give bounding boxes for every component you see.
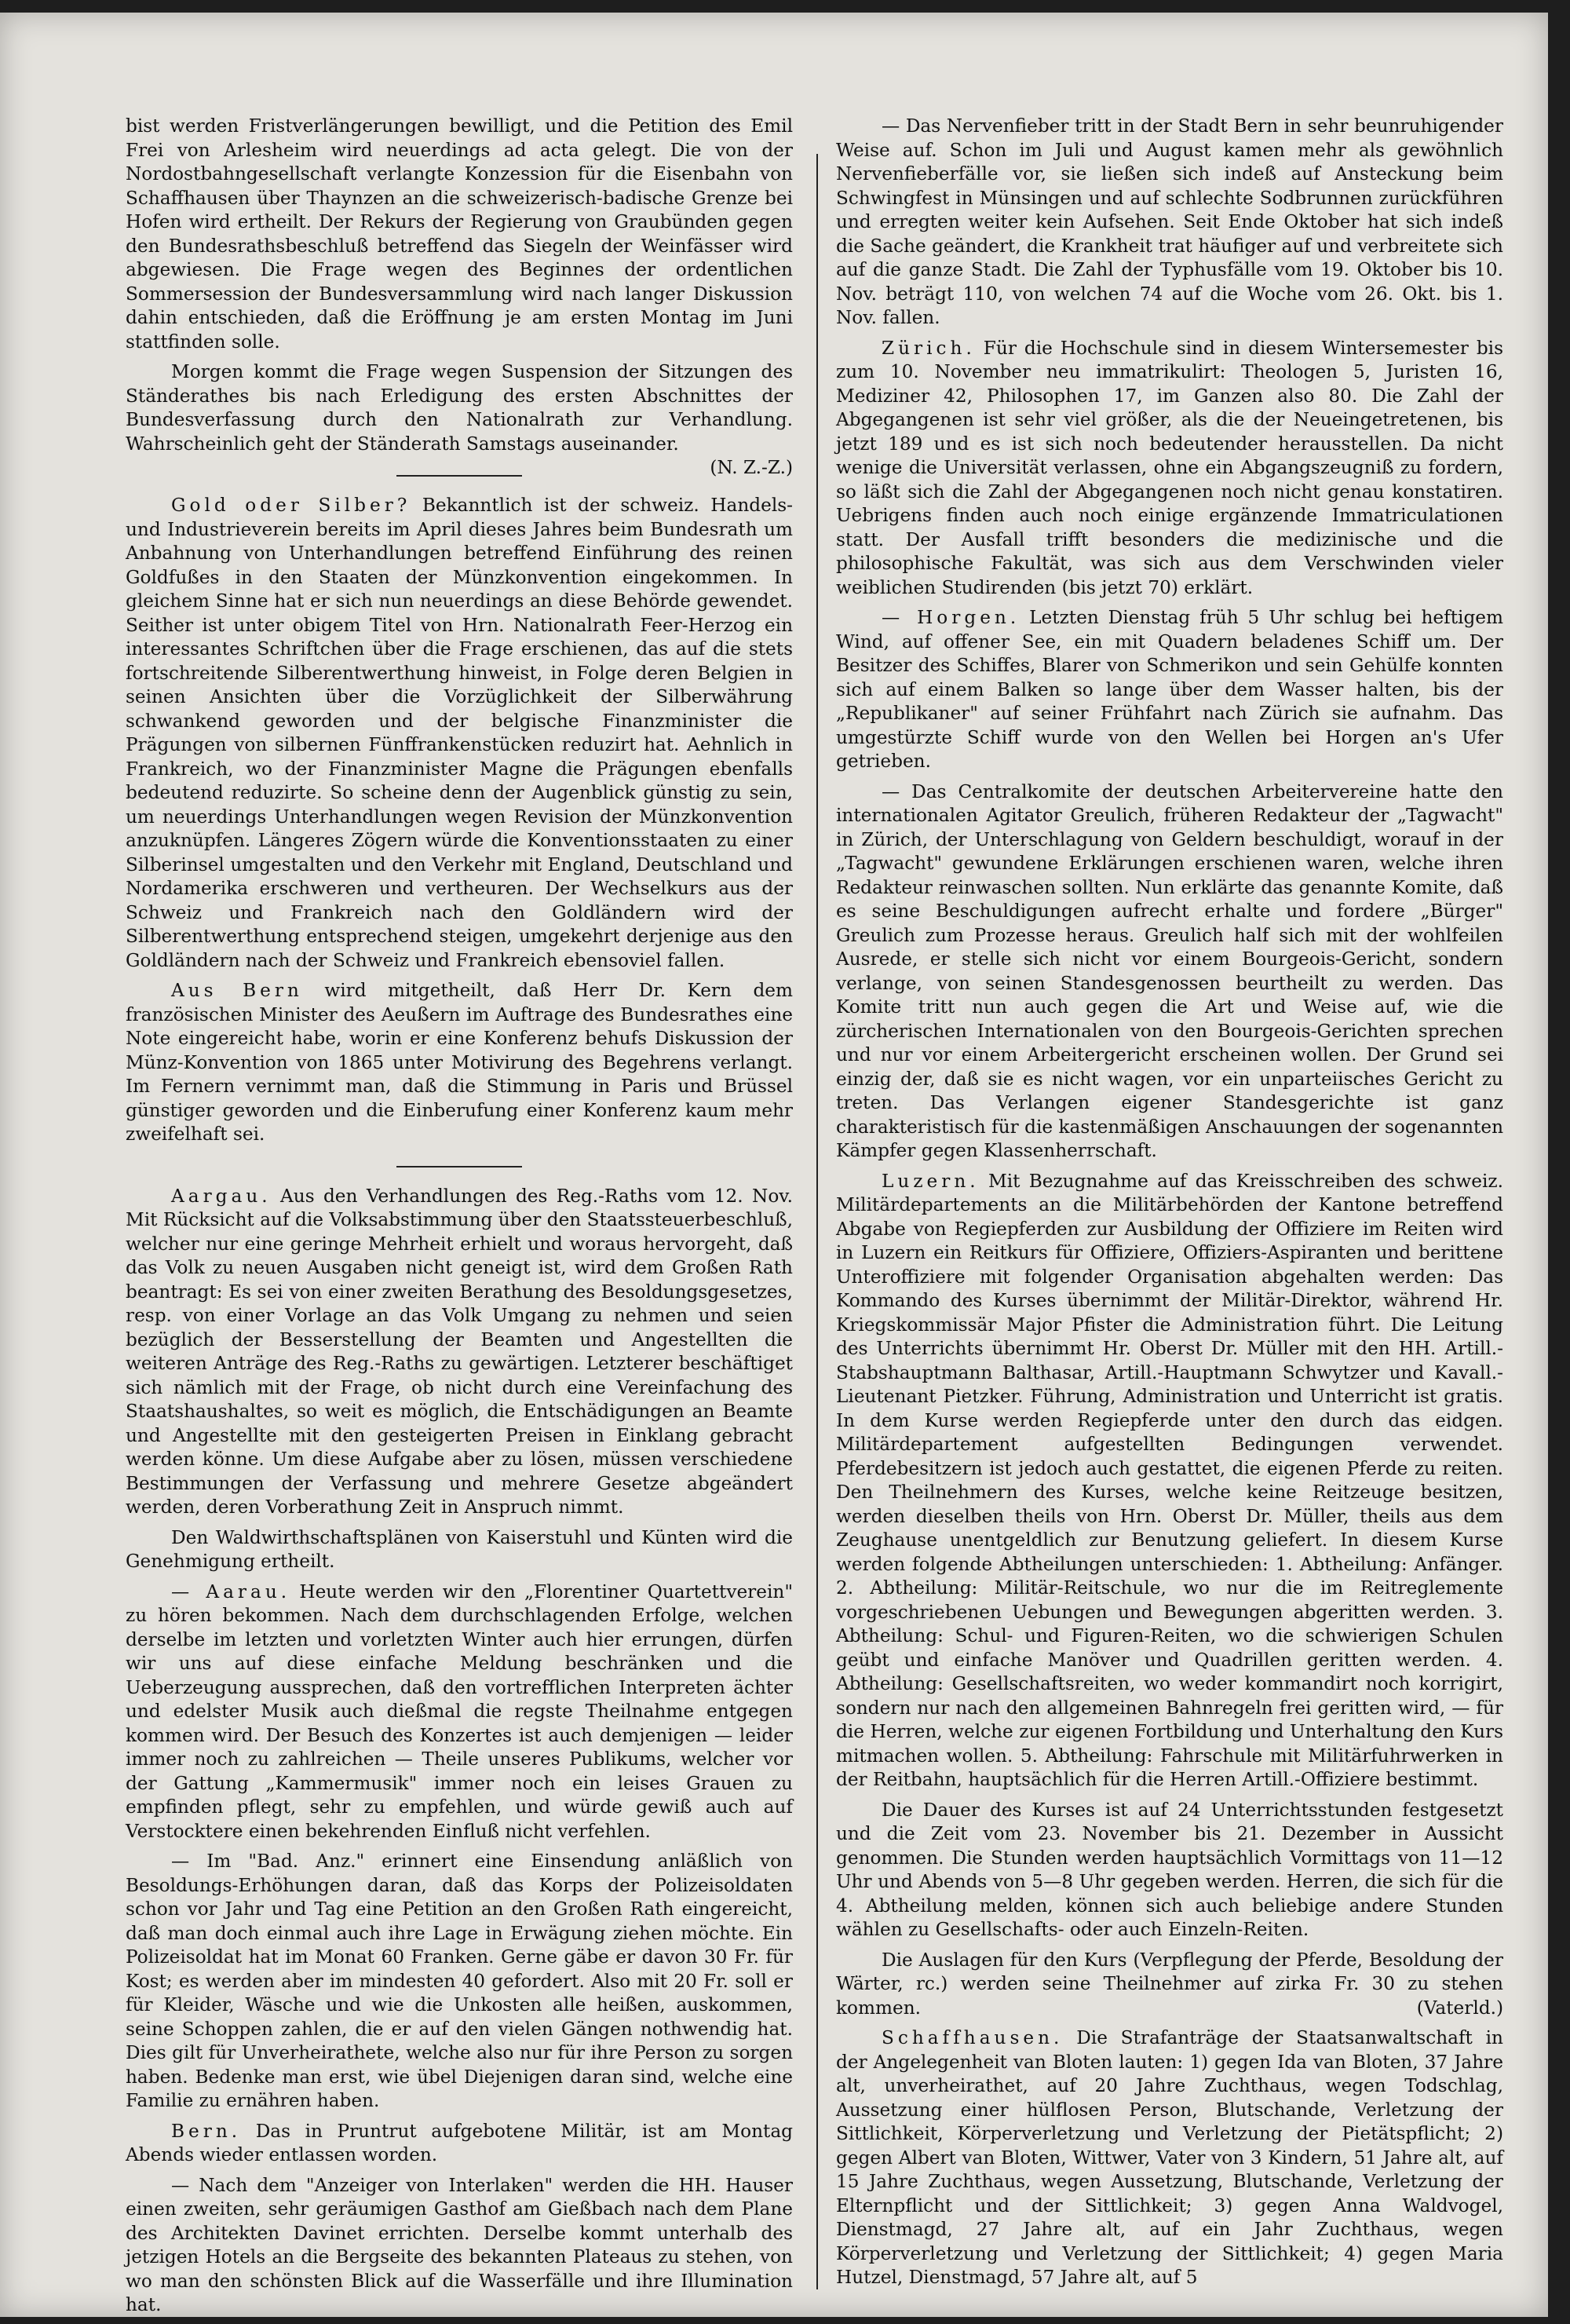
article-paragraph: Zürich. Für die Hochschule sind in diesem Wintersemester bis zum 10. November neu immatrikulirt: Theologen 5, Juristen 16, Mediziner 42, Philosophen 17, im Ganzen also 80. Die Zahl der Abgegangenen ist sehr viel größer, als die der Neueingetretenen, bis jetzt 189 und es ist sich noch bedeutender herausstellen. Da nicht wenige die Universität verlassen, ohne ein Abgangszeugniß zu fordern, so läßt sich die Zahl der Abgegangenen noch nicht genau konstatiren. Uebrigens finden auch noch einige ergänzende Immatriculationen statt. Der Ausfall trifft besonders die medizinische und die philosophische Fakultät, was sich aus dem Verschwinden vieler weiblichen Studirenden (bis jetzt 70) erklärt. <box>836 337 1503 598</box>
source-signature: (Vaterld.) <box>1416 1997 1503 2019</box>
article-paragraph: — Horgen. Letzten Dienstag früh 5 Uhr schlug bei heftigem Wind, auf offener See, ein mit Quadern beladenes Schiff um. Der Besitzer des Schiffes, Blarer von Schmerikon und sein Gehülfe konnten sich auf einem Balken so lange über dem Wasser halten, bis der „Republikaner" auf seiner Frühfahrt nach Zürich sie aufnahm. Das umgestürzte Schiff wurde von den Wellen bei Horgen an's Ufer getrieben. <box>836 607 1503 772</box>
source-signature: (N. Z.-Z.) <box>710 457 793 478</box>
article-paragraph: Aus Bern wird mitgetheilt, daß Herr Dr. Kern dem französischen Minister des Aeußern im Auftrage des Bundesrathes eine Note eingereicht habe, worin er eine Konferenz behufs Diskussion der Münz-Konvention von 1865 unter Motivirung des Begehrens verlangt. Im Fernern vernimmt man, daß die Stimmung in Paris und Brüssel günstiger geworden und die Einberufung einer Konferenz kaum mehr zweifelhaft sei. <box>126 980 794 1145</box>
column-rule <box>816 154 818 2289</box>
place-name: Luzern. <box>882 1170 980 1192</box>
article-paragraph: — Nach dem "Anzeiger von Interlaken" werden die HH. Hauser einen zweiten, sehr geräumigen Gasthof am Gießbach nach dem Plane des Architekten Davinet errichten. Derselbe kommt unterhalb des jetzigen Hotels an die Bergseite des bekannten Plateaus zu stehen, von wo man den schönsten Blick auf die Wasserfälle und ihre Illumination hat. <box>126 2174 793 2315</box>
article-paragraph: Morgen kommt die Frage wegen Suspension der Sitzungen des Ständerathes bis nach Erledigung des ersten Abschnittes der Bundesverfassung durch den Nationalrath zur Verhandlung. Wahrscheinlich geht der Ständerath Samstags auseinander. (N. Z.-Z.) <box>126 360 793 456</box>
article-paragraph: — Im "Bad. Anz." erinnert eine Einsendung anläßlich von Besoldungs-Erhöhungen daran, daß das Korps der Polizeisoldaten schon vor Jahr und Tag eine Petition an den Großen Rath eingereicht, daß man doch einmal auch ihre Lage in Erwägung ziehen möchte. Ein Polizeisoldat hat im Monat 60 Franken. Gerne gäbe er davon 30 Fr. für Kost; es werden aber im mindesten 40 gefordert. Also mit 20 Fr. soll er für Kleider, Wäsche und wie die Unkosten alle heißen, auskommen, seine Schoppen zahlen, die er auf den vielen Gängen nothwendig hat. Dies gilt für Unverheirathete, welche also nur für ihre Person zu sorgen haben. Bedenke man erst, wie übel Diejenigen daran sind, welche eine Familie zu ernähren haben. <box>126 1851 793 2111</box>
place-name: — Aarau. <box>171 1580 291 1602</box>
article-paragraph: Die Auslagen für den Kurs (Verpflegung der Pferde, Besoldung der Wärter, rc.) werden seine Theilnehmer auf zirka Fr. 30 zu stehen kommen. (Vaterld.) <box>836 1949 1503 2021</box>
left-column <box>126 115 793 2324</box>
place-name: Aargau. <box>171 1185 272 1207</box>
right-column <box>836 115 1503 2297</box>
place-name: Aus Bern <box>171 980 303 1001</box>
article-paragraph: — Das Centralkomite der deutschen Arbeitervereine hatte den internationalen Agitator Greulich, früheren Redakteur der „Tagwacht" in Zürich, der Unterschlagung von Geldern beschuldigt, worauf in der „Tagwacht" gewundene Erklärungen erschienen waren, welche ihren Redakteur reinwaschen sollten. Nun erklärte das genannte Komite, daß es seine Beschuldigungen aufrecht erhalte und fordere „Bürger" Greulich zum Prozesse heraus. Greulich half sich mit der wohlfeilen Ausrede, er stelle sich nicht vor einem Bourgeois-Gericht, sondern verlange, von seinen Standesgenossen beurtheilt zu werden. Das Komite tritt nun auch gegen die Art und Weise auf, wie die zürcherischen Internationalen von den Bourgeois-Gerichten sprechen und nur vor einem Arbeitergericht erscheinen wollen. Der Grund sei einzig der, daß sie es nicht wagen, vor ein unparteiisches Gericht zu treten. Das Verlangen eigener Standesgerichte ist ganz charakteristisch für die kastenmäßigen Anschauungen der sogenannten Kämpfer gegen Klassenherrschaft. <box>836 780 1503 1161</box>
article-paragraph: Luzern. Mit Bezugnahme auf das Kreisschreiben des schweiz. Militärdepartements an die Militärbehörden der Kantone betreffend Abgabe von Regiepferden zur Ausbildung der Offiziere im Reiten wird in Luzern ein Reitkurs für Offiziere, Offiziers-Aspiranten und berittene Unteroffiziere mit folgender Organisation abgehalten werden: Das Kommando des Kurses übernimmt der Militär-Direktor, während Hr. Kriegskommissär Major Pfister die Administration führt. Die Leitung des Unterrichts übernimmt Hr. Oberst Dr. Müller mit den HH. Artill.-Stabshauptmann Balthasar, Artill.-Hauptmann Schwytzer und Kavall.-Lieutenant Pietzker. Führung, Administration und Unterricht ist gratis. In dem Kurse werden Regiepferde unter den durch das eidgen. Militärdepartement aufgestellten Bedingungen verwendet. Pferdebesitzern ist jedoch auch gestattet, die eigenen Pferde zu reiten. Den Theilnehmern des Kurses, welche keine Reitzeuge besitzen, werden dieselben theils von Hrn. Oberst Dr. Müller, theils aus dem Zeughause unentgeldlich zur Benutzung geliefert. In diesem Kurse werden folgende Abtheilungen unterschieden: 1. Abtheilung: Anfänger. 2. Abtheilung: Militär-Reitschule, wo nur die im Reitreglemente vorgeschriebenen Uebungen und Bewegungen abgeritten werden. 3. Abtheilung: Schul- und Figuren-Reiten, wo die schwierigen Schulen geübt und einfache Manöver und Quadrillen geritten werden. 4. Abtheilung: Gesellschaftsreiten, wo weder kommandirt noch korrigirt, sondern nur nach den allgemeinen Bahnregeln frei geritten wird, — für die Herren, welche zur eigenen Fortbildung und Unterhaltung den Kurs mitmachen wollen. 5. Abtheilung: Fahrschule mit Militärfuhrwerken in der Reitbahn, hauptsächlich für die Herren Artill.-Offiziere bestimmt. <box>836 1170 1503 1790</box>
article-paragraph: — Aarau. Heute werden wir den „Florentiner Quartettverein" zu hören bekommen. Nach dem durchschlagenden Erfolge, welchen derselbe im letzten und vorletzten Winter auch hier errungen, dürfen wir uns auf diese einfache Meldung beschränken und die Ueberzeugung aussprechen, daß den vortrefflichen Interpreten ächter und edelster Musik auch dießmal die regste Theilnahme entgegen kommen wird. Der Besuch des Konzertes ist auch demjenigen — leider immer noch zu zahlreichen — Theile unseres Publikums, welcher vor der Gattung „Kammermusik" immer noch ein leises Grauen zu empfinden pflegt, sehr zu empfehlen, und würde gewiß auch auf Verstocktere einen bekehrenden Einfluß nicht verfehlen. <box>126 1580 794 1842</box>
place-name: Schaffhausen. <box>882 2027 1064 2048</box>
place-name: Zürich. <box>882 337 976 359</box>
article-paragraph: Die Dauer des Kurses ist auf 24 Unterrichtsstunden festgesetzt und die Zeit vom 23. November bis 21. Dezember in Aussicht genommen. Die Stunden werden hauptsächlich Vormittags von 11—12 Uhr und Abends von 5—8 Uhr gegeben werden. Herren, die sich für die 4. Abtheilung melden, können sich auch beliebige andere Stunden wählen zu Gesellschafts- oder auch Einzeln-Reiten. <box>836 1799 1503 1940</box>
article-paragraph: bist werden Fristverlängerungen bewilligt, und die Petition des Emil Frei von Arlesheim wird neuerdings ad acta gelegt. Die von der Nordostbahngesellschaft verlangte Konzession für die Eisenbahn von Schaffhausen über Thaynzen an die schweizerisch-badische Grenze bei Hofen wird ertheilt. Der Rekurs der Regierung von Graubünden gegen den Bundesrathsbeschluß betreffend das Siegeln der Weinfässer wird abgewiesen. Die Frage wegen des Beginnes der ordentlichen Sommersession der Bundesversammlung wird nach langer Diskussion dahin entschieden, daß die Eröffnung je am ersten Montag im Juni stattfinden solle. <box>126 115 793 353</box>
place-name: — Horgen. <box>882 607 1020 628</box>
newspaper-page <box>0 13 1548 2317</box>
article-paragraph: Den Waldwirthschaftsplänen von Kaiserstuhl und Künten wird die Genehmigung ertheilt. <box>126 1526 793 1572</box>
article-paragraph: — Das Nervenfieber tritt in der Stadt Bern in sehr beunruhigender Weise auf. Schon im Juli und August kamen mehr als gewöhnlich Nervenfieberfälle vor, sie ließen sich indeß auf Ansteckung beim Schwingfest in Münsingen und auf schlechte Sodbrunnen zurückführen und erregten weiter kein Aufsehen. Seit Ende Oktober hat sich indeß die Sache geändert, die Krankheit trat häufiger auf und verbreitete sich auf die ganze Stadt. Die Zahl der Typhusfälle vom 19. Oktober bis 10. Nov. beträgt 110, von welchen 74 auf die Woche vom 26. Okt. bis 1. Nov. fallen. <box>836 115 1503 328</box>
article-paragraph: Gold oder Silber? Bekanntlich ist der schweiz. Handels- und Industrieverein bereits im April dieses Jahres beim Bundesrath um Anbahnung von Unterhandlungen betreffend Einführung des reinen Goldfußes in den Staaten der Münzkonvention eingekommen. In gleichem Sinne hat er sich nun neuerdings an diese Behörde gewendet. Seither ist unter obigem Titel von Hrn. Nationalrath Feer-Herzog ein interessantes Schriftchen über die Frage erschienen, das auf die stets fortschreitende Silberentwerthung hinweist, in Folge deren Belgien in seinen Ansichten über die Vorzüglichkeit der Silberwährung schwankend geworden und der belgische Finanzminister die Prägungen von silbernen Fünffrankenstücken reduzirt hat. Aehnlich in Frankreich, wo der Finanzminister Magne die Prägungen ebenfalls bedeutend reduzirte. So scheine denn der Augenblick günstig zu sein, um neuerdings Unterhandlungen wegen Revision der Münzkonvention anzuknüpfen. Längeres Zögern würde die Konventionsstaaten zu einer Silberinsel umgestalten und den Verkehr mit England, Deutschland und Nordamerika erschweren und vertheuren. Der Wechselkurs aus der Schweiz und Frankreich nach den Goldländern wird der Silberentwerthung entsprechend steigen, umgekehrt derjenige aus den Goldländern nach der Schweiz und Frankreich ebensoviel fallen. <box>126 495 793 971</box>
article-paragraph: Aargau. Aus den Verhandlungen des Reg.-Raths vom 12. Nov. Mit Rücksicht auf die Volksabstimmung über den Staatssteuerbeschluß, welcher nur eine geringe Mehrheit erhielt und woraus hervorgeht, daß das Volk zu neuen Ausgaben nicht geneigt ist, wird dem Großen Rath beantragt: Es sei von einer zweiten Berathung des Besoldungsgesetzes, resp. von einer Vorlage an das Volk Umgang zu nehmen und seien bezüglich der Besserstellung der Beamten und Angestellten die weiteren Anträge des Reg.-Raths zu gewärtigen. Letzterer beschäftiget sich nämlich mit der Frage, ob nicht durch eine Vereinfachung des Staatshaushaltes, so weit es möglich, die Entschädigungen an Beamte und Angestellte mit den gesteigerten Preisen in Einklang gebracht werden könne. Um diese Aufgabe aber zu lösen, müssen verschiedene Bestimmungen der Verfassung und mehrere Gesetze abgeändert werden, deren Vorberathung Zeit in Anspruch nimmt. <box>126 1185 793 1518</box>
article-paragraph: Bern. Das in Pruntrut aufgebotene Militär, ist am Montag Abends wieder entlassen worden. <box>126 2120 793 2165</box>
section-divider <box>396 1166 522 1167</box>
article-heading: Gold oder Silber? <box>171 495 411 516</box>
article-paragraph: Schaffhausen. Die Strafanträge der Staatsanwaltschaft in der Angelegenheit van Bloten lauten: 1) gegen Ida van Bloten, 37 Jahre alt, unverheirathet, auf 20 Jahre Zuchthaus, wegen Todschlag, Aussetzung einer hülflosen Person, Blutschande, Verletzung der Sittlichkeit, Körperverletzung und Verletzung der Pietätspflicht; 2) gegen Albert van Bloten, Wittwer, Vater von 3 Kindern, 51 Jahre alt, auf 15 Jahre Zuchthaus, wegen Aussetzung, Blutschande, Verletzung der Elternpflicht und der Sittlichkeit; 3) gegen Anna Waldvogel, Dienstmagd, 27 Jahre alt, auf ein Jahr Zuchthaus, wegen Körperverletzung und Verletzung der Sittlichkeit; 4) gegen Maria Hutzel, Dienstmagd, 57 Jahre alt, auf 5 <box>836 2027 1503 2288</box>
section-divider <box>396 475 522 477</box>
place-name: Bern. <box>171 2120 242 2142</box>
